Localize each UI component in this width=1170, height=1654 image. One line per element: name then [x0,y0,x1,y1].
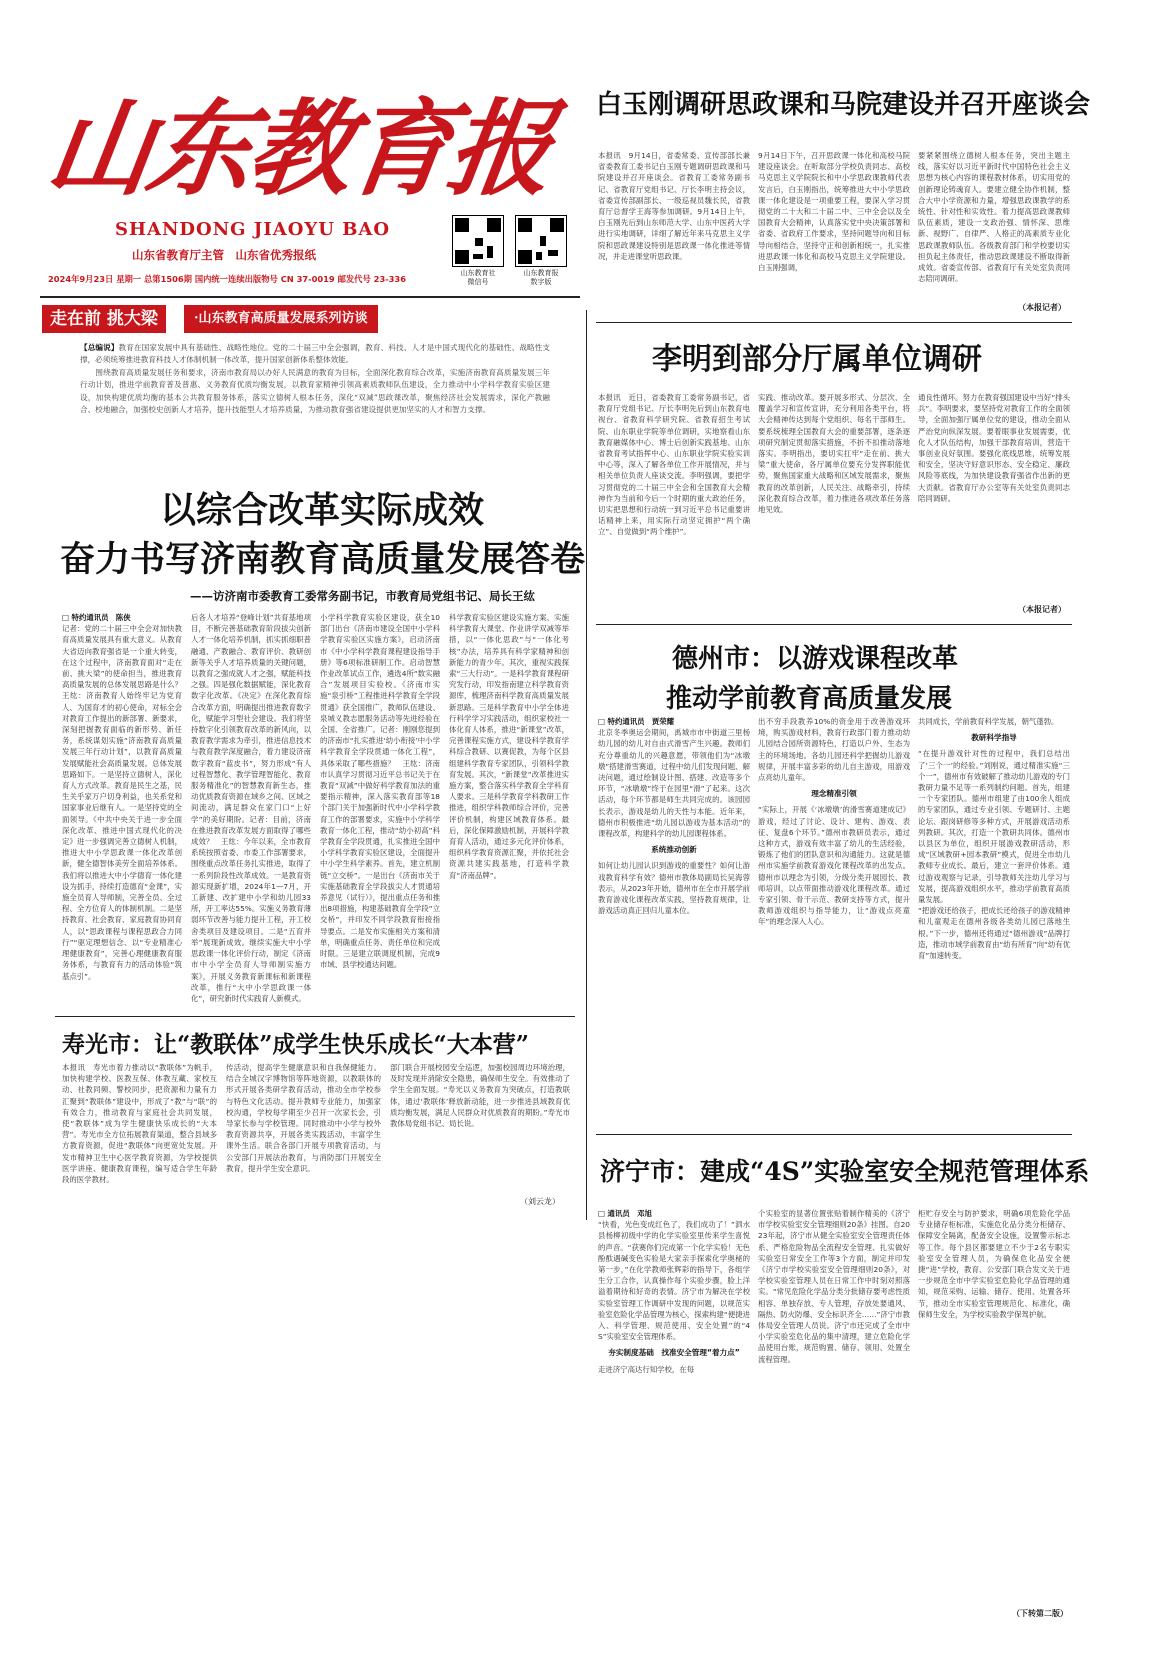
masthead-pinyin: SHANDONG JIAOYU BAO [115,219,391,240]
bottom-left-col-2: 传活动，提高学生健康意识和自我保健能力。结合全城汉字博物馆等阵地资源，以教联体的形式开展各类研学教育活动，推动全市学校参与特色文化活动。提升教师专业能力，加强家校沟通，学校每学期至少召开一次家长会，引导家长参与学校管理。同时推动中小学与校外教育资源共享，开展各类实践活动，丰富学生课外生活。联合各部门开展专项教育活动，与公安部门开展法治教育，与消防部门开展安全教育，提升学生安全意识。 [226,1063,381,1173]
right-story-3-section-1: 系统推动创新 [651,845,697,855]
right-story-3-section-3: 教研科学指导 [971,733,1017,743]
bottom-left-title: 寿光市：让“教联体”成学生快乐成长“大本营” [62,1031,529,1058]
main-story-byline: □ 特约通讯员 陈侠 [62,613,131,622]
right-story-3-col1-text: 北京冬季奥运会期间，禹城市市中街道三里杨幼儿园的幼儿对自由式滑雪产生兴趣。教师们充分尊重幼儿的兴趣意愿，带领他们为“冰墩墩”搭建滑雪赛道，过程中幼儿们发现问题、解决问题，通过绘制设计图、搭建、改造等多个环节，“冰墩墩”终于在园里“滑”了起来。这次活动，每个环节都是师生共同完成的。该园园长表示，游戏是幼儿的天性与本能。近年来，德州市积极推进“幼儿园以游戏为基本活动”的课程改革，构建科学的幼儿园课程体系。 [598,728,750,839]
series-banner-sub: ·山东教育高质量发展系列访谈 [184,305,378,333]
right-story-3-col3-text: 共同成长，学前教育科学发展，朝气蓬勃。 [918,717,1059,726]
right-story-1-title: 白玉刚调研思政课和马院建设并召开座谈会 [596,90,1091,120]
right-story-2-signature: （本报记者） [1018,605,1066,614]
editor-note-label: 【总编说】 [80,343,119,352]
main-story-title-2: 奋力书写济南教育高质量发展答卷 [60,539,586,580]
main-story-col-3: 小学科学教育实验区建设，获全10部门出台《济南市建设全国中小学科学教育实验区实施方案》，启动济南市《中小学科学教育课程建设指导手册》等6项标准研制工作。启动智慧作业改革试点工作，遴选4所“数实融合”发展项目实验校。《济南市实施“泉引桥”工程推进科学教育全学段贯通》获全国推广，教师队伍建设、泉城义教志愿服务活动等先进经验在全国、全省推广。记者：刚刚您提到的济南市“扎实推进‘幼小衔接’中小学科学教育全学段贯通一体化工程”，具体采取了哪些措施？ 王纮：济南市认真学习贯彻习近平总书记关于在教育“双减”中做好科学教育加法的重要指示精神，深入落实教育部等18个部门关于加强新时代中小学科学教育工作的部署要求，实施中小学科学教育一体化工程，推动“幼小初高”科学教育全学段贯通，扎实推进全国中小学科学教育实验区建设，全面提升中小学生科学素养。首先，建立机制链“立交桥”。一是出台《济南市关于实施基础教育全学段拔尖人才贯通培养意见（试行）》，提出重点任务和推出8项措施，构建基础教育全学段“立交桥”，并印发不同学段教育衔接指导要点。二是发布实施相关方案和清单，明确重点任务、责任单位和完成时限。三是建立联调度机制，完成9市域、县学校通达问题。 [320,613,440,970]
main-story-col-2: 后各人才培养“登峰计划”共育基地项目，不断完善基础教育阶段拔尖创新人才一体化培养机制，抓实抓细职普融通、产教融合、教育评价、教研创新等关乎人才培养质量的关键问题，以教育之强成就人才之强，赋能科技之强。四是强化数据赋能，深化教育数字化改革。《决定》在深化教育综合改革方面，明确提出推进教育数字化，赋能学习型社会建设。我们将坚持数字化引领教育改革的新风向，以教育教学需求为牵引，推进信息技术与教育教学深度融合，着力建设济南数字教育“蓝皮书”，努力形成“有人过程智慧化、教学管理智能化、教育服务精准化”的智慧教育新生态，推动优质教育资源在域乡之间、区域之间流动，满足群众在家门口“上好学”的美好期盼。记者：目前，济南在推进教育改革发展方面取得了哪些成效？ 王纮：今年以来，全市教育系统按照省委、市委工作部署要求，围绕重点改革任务扎实推进，取得了一系列阶段性改革成效。一是教育资源实现新扩增，2024年1—7月，开工新建、改扩建中小学和幼儿园33所，开工率达55%。实施义务教育薄弱环节改善与能力提升工程，开工校舍类项目及建设项目。二是“五育并举”展现新成效。继续实施大中小学思政课一体化评价行动，制定《济南市中小学全员育人导师制实施方案》，开展义务教育新课标和新课程改革，推行“大中小学思政课一体化”，研究新时代实践育人新模式。 [191,613,311,1003]
right-story-3-col-2 [758,716,910,1128]
right-story-3-title-2: 推动学前教育高质量发展 [666,684,953,714]
masthead-logo: 山东教育报 [40,87,558,210]
editor-note [80,342,550,468]
masthead-issue-line: 2024年9月23日 星期一 总第1506期 国内统一连续出版物号 CN 37-0019 邮发代号 23-336 [48,274,406,284]
main-story-col1-text: 记者：党的二十届三中全会对加快教育高质量发展具有重大意义。从教育大省迈向教育强省是一个重大转变，在这个过程中，济南教育面对“走在前、挑大梁”的使命担当，推进教育高质量发展的总体发展思路是什么？ 王纮：济南教育人始终牢记为党育人、为国育才的初心使命，对标全会对教育工作提出的新部署、新要求，深刻把握教育面临的新形势、新任务，系统谋划实施“济南教育高质量发展三年行动计划”，以教育高质量发展赋能社会高质量发展。总体发展思路如下。一是坚持立德树人，深化育人方式改革。教育是民生之基，民生关乎家万户切身利益，也关系党和国家事业后继有人。一是坚持党的全面领导。《中共中央关于进一步全面深化改革、推进中国式现代化的决定》进一步强调完善立德树人机制，推进大中小学思政课一体化改革创新，健全德智体美劳全面培养体系。我们将以推进大中小学德育一体化建设为抓手，持续打造德育“金课”，实施全员育人导师制，完善全员、全过程、全方位育人的体制机制。二是坚持教育、社会教育、家庭教育协同育人，以“思政课程与课程思政合力同行”“驱定理想信念、以“专业精准心理健康教育”，完善心理健康教育服务体系，与教育有力的活动体验“筑基点引”。 [62,624,190,981]
series-banner [42,305,577,333]
right-divider-1 [596,322,1072,323]
right-story-3-col2-text: 出不穷手段教养10%的资金用于改善游戏环境，购买游戏材料，教育行政部门着力推动幼儿园结合园所资源特色，打造以户外、生态为主的环境场地。各幼儿园还科学把握幼儿游戏规律，开展丰富多彩的幼儿自主游戏，用游戏点亮幼儿童年。 [758,717,910,783]
main-story-subtitle: ——访济南市委教育工委常务副书记，市教育局党组书记、局长王纮 [190,589,535,603]
bottom-left-col-1: 本报讯 寿光市着力推动以“教联体”为帆手，加快构建学校、医教互保、体教互藏、家校互动、社教同频、警校同步，把资源和力量有力汇聚到“教联体”建设中，形成了“教”与“联”的有效合力，推动教育与家庭社会共同发展，使“教联体”成为学生健康快乐成长的“大本营”。寿光市全方位拓展教育渠道，整合县域多方教育资源，促进“教联体”向更宽处发展。开发市精神卫生中心医学教育资源，为学校提供医学讲座、健康教育课程，编写适合学生年龄段的医学教材。 [62,1063,217,1185]
right-story-3-col-1 [598,716,750,1128]
main-story-col-4: 科学教育实验区建设实施方案、实施科学教育大课堂、作业讲学双减等举措，以“一体化思政”与“一体化考核”办法，培养具有科学家精神和创新能力的青少年。其次，重视实践探索“三大行动”。一是科学教育课程研究发行动，印发指南建立科学教育资源库，梳理济南科学教育高质量发展新思路。三是科学教育中小学全体进行科学学习实践活动，组织家校社一体化育人体系，推进“新课堂”改革，完善课程实施方式，建设科学教育学科综合教研、以赛促教，为每个区县组建科学教育专家团队，引领科学教育发展。其次，“新课堂”改革推进实施方案，整合落实科学教育全学科育人要求。三是科学教育学科教研工作推进，组织学科教师综合评价，完善评价机制，构建区域教育体系。最后，深化保障激励机制，开展科学教育育人活动，通过多元化评价体系，组织科学教育资源汇聚，并依托社会资源共建实践基地，打造科学教育“济南品牌”。 [449,613,569,880]
right-story-1-col-2: 9月14日下午，召开思政课一体化和高校马院建设座谈会。在听取部分学校负责同志、高校马克思主义学院院长和中小学思政课教师代表发言后，白玉刚指出，统筹推进大中小学思政课一体化建设是一项重要工程，要深入学习贯彻党的二十大和二十届二中、三中全会以及全国教育大会精神，认真落实党中央决策部署和省委、省政府工作要求，坚持问题导向和目标导向相结合，坚持守正和创新相统一，扎实推进思政课一体化和高校马克思主义学院建设。白玉刚强调， [758,151,910,273]
main-story-title-1: 以综合改革实际成效 [160,489,485,531]
masthead-divider [40,296,580,298]
qr-code-wechat [452,215,504,267]
right-story-4-continue-note: （下转第二版） [1012,1609,1068,1618]
right-story-4-col-3: 柜贮存安全与防护要求，明确6项危险化学品专业储存柜标准，实施危化品分类分柜储存、保障安全隔离，配备安全设施，设置警示标志等工作。每个县区都要建立不少于2名专职实验室安全管理人员，为确保危化品安全便捷“进”学校，教育、公安部门联合发文关于进一步规范全市中学实验室危险化学品管理的通知，规范采购、运输、储存、使用、处置各环节，推动全市实验室管理规范化、标准化，确保师生安全，为学校实验教学保驾护航。 [918,1209,1070,1319]
bottom-left-divider [55,1016,575,1017]
right-story-4-col1-text: “快看，光色变成红色了，我们成功了！”泗水县杨柳初级中学的化学实验室里传来学生喜悦的声音。“获赛你们完成第一个化学实验！无色酚酞遇碱变色实验是大家亲手探索化学奥秘的第一步，”在化学教师张辉彩的指导下，各组学生分工合作，认真操作每个实验步骤，脸上洋溢着期待和好奇的表情。济宁市为解决在学校实验室管理工作调研中发现的问题，以规范实验室危险化学品管理为核心，探索构建“便捷进入、科学管理、规范使用、安全处置”的“4S”实验室安全管理体系。 [598,1220,750,1342]
main-story-col-1 [62,612,190,1010]
right-story-3-section-2: 理念精准引领 [811,789,857,799]
right-story-2-col-1: 本报讯 近日，省委教育工委常务副书记，省教育厅党组书记、厅长李明先后到山东教育电视台、省教育科学研究院、省教育招生考试院、山东职业学院等单位调研，实地察看山东教育融媒体中心、博士后创新实践基地、山东省教育考试指挥中心、山东职业学院实验实训中心等，深入了解各单位工作开展情况，并与相关单位负责人座谈交流。李明强调，要把学习贯彻党的二十届三中全会和全国教育大会精神作为当前和今后一个时期的重大政治任务，切实把思想和行动统一到习近平总书记重要讲话精神上来，用实际行动坚定拥护“两个确立”、自觉做到“两个维护”。 [598,393,750,537]
qr-code-digital [515,215,567,267]
qr-caption-1: 山东教育社 微信号 [460,269,496,286]
right-story-2-title: 李明到部分厅属单位调研 [652,342,982,377]
right-story-1-signature: （本报记者） [1018,303,1066,312]
right-story-3-col-3 [918,716,1070,1128]
right-story-3-col3b-text: “在提升游戏针对性的过程中，我们总结出了‘三个一’的经验。”刘刚说，通过精准实施“三个一”，德州市有效破解了推动幼儿游戏的专门教研力量不足等一系列制约问题。首先，组建一个专家团队。德州市组建了由100余人组成的专家团队，通过专业引领、专题研讨、主题论坛、跟岗研修等多种方式，开展游戏活动系列教研。其次，打造一个教研共同体。德州市以县区为单位，组织开展游戏教研活动，形成“区域教研+园本教研”模式，促进全市幼儿教师专业成长。最后，建立一套评价体系。通过游戏观察与记录，引导教师关注幼儿学习与发展，提高游戏组织水平，推动学前教育高质量发展。 [918,749,1070,905]
right-story-1-col-1: 本报讯 9月14日，省委常委、宣传部部长兼省委教育工委书记白玉刚专题调研思政课和马院建设并召开座谈会。省教育工委常务副书记、省教育厅党组书记、厅长李明主持会议，省委宣传部副部长、一级巡视员魏长民，省教育厅总督学王海等参加调研。9月14日上午，白玉刚先后到山东师范大学、山东中医药大学进行实地调研，详细了解近年来马克思主义学院和思政课建设特别是思政课一体化推进等情况，并走进课堂听思政课。 [598,151,750,261]
right-story-4-col1b-text: 走进济宁高达行知学校，在每 [598,1364,695,1374]
right-divider-3 [596,1134,1072,1135]
right-story-3-col2b-text: “实际上，开展《‘冰墩墩’的滑雪赛道建成记》游戏，经过了讨论、设计、建构、游戏、表征、复盘6个环节。”德州市教研员表示，通过这种方式，游戏有效丰富了幼儿的生活经验，锻炼了他们的团队意识和沟通能力。这就是德州市实施学前教育游戏化课程改革的出发点。德州市以理念为引领，分级分类开展园长、教师培训，以点带面推动游戏化课程改革。通过专家引领、骨干示范、教研支持等方式，提升教师游戏组织与指导能力，让“游戏点亮童年”的理念深入人心。 [758,805,910,927]
masthead-sponsor: 山东省教育厅主管 山东省优秀报纸 [132,248,316,262]
right-story-4-section-1: 夯实制度基础 找准安全管理“着力点” [608,1348,740,1358]
qr-caption-2: 山东教育报 数字版 [523,269,559,286]
bottom-left-col-3: 部门联合开展校园安全巡逻，加强校园周边环境治理，及时发现并消除安全隐患，确保师生安全。有效推动了学生全面发展。“寿光以义务教育为突破点，打造教联体，通过‘教联体’释放新动能，进一步推进县域教育优质均衡发展，满足人民群众对优质教育的期盼。”寿光市教体局党组书记、局长说。 [390,1063,570,1129]
right-story-4-byline: □ 通讯员 邓旭 [598,1209,652,1218]
right-story-3-col1b-text: 如何让幼儿园认识到游戏的重要性？如何让游戏教育科学有效？德州市教体局副局长吴海蓉表示，从2023年开始，德州市在全市开展学前教育游戏化课程改革实践，坚持教育规律，让游戏活动真正回归儿童本位。 [598,861,750,916]
right-story-2-col-3: 通良性循环。努力在教育强国建设中当好“排头兵”。李明要求，要坚持党对教育工作的全面领导，全面加强厅属单位党的建设，推动全面从严治党向纵深发展。要着眼事业发展需要，优化人才队伍结构，加强干部教育培训，营造干事创业良好氛围。要强化底线思维，统筹发展和安全，坚决守好意识形态、安全稳定、廉政风险等底线，为加快建设教育强省作出新的更大贡献。省教育厅办公室等有关处室负责同志陪同调研。 [918,393,1070,503]
right-divider-2 [596,624,1072,625]
editor-note-text-2: 围绕教育高质量发展任务和要求，济南市教育局以办好人民满意的教育为目标，全面深化教育综合改革，实施济南教育高质量发展三年行动计划，推进学前教育普及普惠、义务教育优质均衡发展，以教育家精神引领高素质教师队伍建设，全力推动中小学科学教育实验区建设，加快构建优质均衡的基本公共教育服务体系，落实立德树人根本任务，深化“双减”思政课改革，聚焦经济社会发展需求，深化产教融合、校地融合，加强校史创新人才培养，提升技能型人才培养质量，为推动教育强省建设提供更加坚实的人才和智力支撑。 [80,367,551,415]
editor-note-text: 教育在国家发展中具有基础性、战略性地位。党的二十届三中全会强调，教育、科技、人才是中国式现代化的基础性、战略性支撑，必须统筹推进教育科技人才体制机制一体改革，提升国家创新体系整体效能。 [80,343,551,365]
center-divider [586,310,587,1220]
right-story-4-col-1 [598,1208,750,1620]
series-banner-main: 走在前 挑大梁 [42,305,166,333]
right-story-1-col-3: 要紧紧围绕立德树人根本任务，突出主题主线，落实好以习近平新时代中国特色社会主义思想为核心内容的课程教材体系，切实用党的创新理论铸魂育人。要建立健全协作机制，整合大中小学资源和力量，增强思政课教学的系统性、针对性和实效性。着力提高思政课教师队伍素质，建设一支政治强、情怀深、思维新、视野广、自律严、人格正的高素质专业化思政课教师队伍。各级教育部门和学校要切实担负起主体责任，推动思政课建设不断取得新成效。省委宣传部、省教育厅有关处室负责同志陪同调研。 [918,151,1070,284]
bottom-left-signature: （刘云龙） [520,1197,560,1206]
right-story-4-title: 济宁市：建成“4S”实验室安全规范管理体系 [600,1157,1090,1186]
right-story-4-col-2: 个实验室的显著位置张贴着制作精美的《济宁市学校实验室安全管理细则20条》挂图。自2023年起，济宁市从健全实验室安全管理责任体系、严格危险物品全流程安全管理、扎实做好实验室日常安全工作等3个方面，制定并印发《济宁市学校实验室安全管理细则20条》，对学校实验室管理人员在日常工作中时刻对照落实。“常见危险化学品分类分批储存要考虑性质相容、单独存放、专人管理，存放处要通风、隔热、防火防爆、安全标识齐全……”济宁市教体局安全管理人员说。济宁市还完成了全市中小学实验室危化品的集中清理，建立危险化学品使用台账，规范购置、储存、领用、处置全流程管理。 [758,1209,910,1364]
right-story-2-col-2: 实践、推动改革。要开展多形式、分层次、全覆盖学习和宣传宣讲，充分利用各类平台，将大会精神传达到每个党组织、每名干部师生。要系统梳理全国教育大会的重要部署，逐条逐项研究制定贯彻落实措施，不折不扣推动落地落实。李明指出，要切实扛牢“走在前、挑大梁”重大使命，各厅属单位要充分发挥职能优势，聚焦国家重大战略和区域发展需求，聚焦教育的改革创新，人民关注、战略牵引，持续深化教育综合改革，着力推进各项改革任务落地见效。 [758,393,910,515]
right-story-3-title-1: 德州市：以游戏课程改革 [672,644,959,674]
right-story-3-byline: □ 特约通讯员 贾荣耀 [598,717,675,726]
right-story-3-col3c-text: “把游戏还给孩子，把成长还给孩子的游戏精神和儿童观走在德州各级各类幼儿园已落地生根。”下一步，德州还将通过“德州游戏”品牌打造，推动市域学前教育由“幼有所育”向“幼有优育”加速转变。 [918,906,1070,961]
